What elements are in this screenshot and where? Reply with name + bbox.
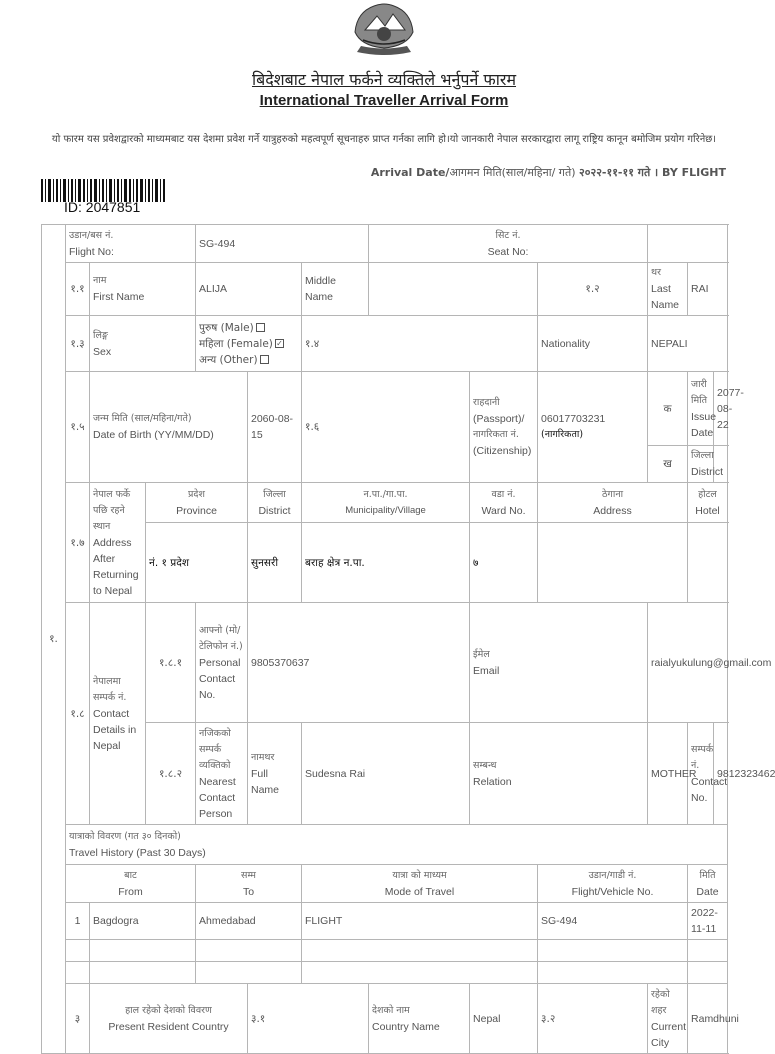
travel-mode: FLIGHT <box>302 903 538 940</box>
form-id: ID: 2047851 <box>64 199 141 215</box>
dob-label: जन्म मिति (साल/महिना/गते) Date of Birth (YY/MM/DD) <box>90 372 248 483</box>
province-header: प्रदेश Province <box>146 483 248 523</box>
nationality-value: NEPALI <box>648 316 728 372</box>
sex-options: पुरुष (Male) महिला (Female) ✓ अन्य (Other) <box>196 316 302 372</box>
from-header: बाट From <box>66 865 196 903</box>
issue-date-value: 2077-08-22 <box>714 372 728 446</box>
seat-no-label: सिट नं. Seat No: <box>369 225 648 263</box>
passport-value: 06017703231 (नागरिकता) <box>538 372 648 483</box>
nearest-name-value: Sudesna Rai <box>302 723 470 825</box>
travel-to: Ahmedabad <box>196 903 302 940</box>
district-header: जिल्ला District <box>248 483 302 523</box>
relation-value: MOTHER <box>648 723 688 825</box>
passport-label: राहदानी (Passport)/ नागरिकता नं. (Citizenship) <box>470 372 538 483</box>
flight-no-label: उडान/बस नं. Flight No: <box>66 225 196 263</box>
table-row <box>42 903 728 940</box>
city-value: Ramdhuni <box>688 984 728 1054</box>
table-row <box>42 940 728 962</box>
section-1-number: १. <box>42 225 66 1054</box>
table-row <box>42 962 728 984</box>
sex-label: लिङ्ग Sex <box>90 316 196 372</box>
issue-district-label: जिल्ला District <box>688 446 714 483</box>
issue-date-label: जारी मिति Issue Date <box>688 372 714 446</box>
address-value <box>538 523 688 603</box>
country-name-label: देशको नाम Country Name <box>369 984 470 1054</box>
num-1-8: १.८ <box>66 603 90 825</box>
num-1-5: १.५ <box>66 372 90 483</box>
personal-contact-label: आफ्नो (मो/ टेलिफोन नं.) Personal Contact No. <box>196 603 248 723</box>
hotel-value <box>688 523 728 603</box>
num-1-7: १.७ <box>66 483 90 603</box>
nearest-contact-label: नजिकको सम्पर्क व्यक्तिको Nearest Contact Person <box>196 723 248 825</box>
dob-value: 2060-08-15 <box>248 372 302 483</box>
num-1-8-1: १.८.१ <box>146 603 196 723</box>
male-checkbox[interactable] <box>256 323 265 332</box>
num-1-8-2: १.८.२ <box>146 723 196 825</box>
full-name-label: नामथर Full Name <box>248 723 302 825</box>
travel-sn: 1 <box>66 903 90 940</box>
municipality-value: बराह क्षेत्र न.पा. <box>302 523 470 603</box>
num-1-6: १.६ <box>302 372 470 483</box>
num-3-2: ३.२ <box>538 984 648 1054</box>
travel-date: 2022-11-11 <box>688 903 728 940</box>
contact-details-label: नेपालमा सम्पर्क नं. Contact Details in Nepal <box>90 603 146 825</box>
nepal-emblem <box>349 2 419 56</box>
mode-header: यात्रा को माध्यम Mode of Travel <box>302 865 538 903</box>
ward-header: वडा नं. Ward No. <box>470 483 538 523</box>
email-label: ईमेल Email <box>470 603 648 723</box>
sub-kha: ख <box>648 446 688 483</box>
date-header: मिति Date <box>688 865 728 903</box>
sub-ka: क <box>648 372 688 446</box>
municipality-header: न.पा./गा.पा. Municipality/Village <box>302 483 470 523</box>
middle-name-label: Middle Name <box>302 263 369 316</box>
seat-no-value <box>648 225 728 263</box>
contact-no-label: सम्पर्क नं. Contact No. <box>688 723 714 825</box>
province-value: नं. १ प्रदेश <box>146 523 248 603</box>
district-value: सुनसरी <box>248 523 302 603</box>
address-header: ठेगाना Address <box>538 483 688 523</box>
relation-label: सम्बन्ध Relation <box>470 723 648 825</box>
other-checkbox[interactable] <box>260 355 269 364</box>
num-1-4: १.४ <box>302 316 538 372</box>
first-name-label: नाम First Name <box>90 263 196 316</box>
nationality-label: Nationality <box>538 316 648 372</box>
form-title-english: International Traveller Arrival Form <box>259 92 509 109</box>
form-intro: यो फारम यस प्रवेशद्वारको माध्यमबाट यस देशमा प्रवेश गर्ने यात्रुहरुको महत्वपूर्ण सूचनाहरु प्राप्त गर्नका लागि हो।यो जानकारी नेपाल सरकारद्वारा लागू राष्ट्रिय कानून बमोजिम प्रयोग गरिनेछ। <box>51 134 717 145</box>
arrival-form-table <box>41 224 775 1054</box>
travel-from: Bagdogra <box>90 903 196 940</box>
num-3-1: ३.१ <box>248 984 369 1054</box>
country-value: Nepal <box>470 984 538 1054</box>
female-checkbox[interactable]: ✓ <box>276 339 283 348</box>
arrival-date: Arrival Date/आगमन मिति(साल/महिना/ गते) २०२२-११-११ गते । BY FLIGHT <box>370 166 726 179</box>
ward-value: ७ <box>470 523 538 603</box>
travel-history-title: यात्राको विवरण (गत ३० दिनको) Travel History (Past 30 Days) <box>66 825 728 865</box>
flight-no-value: SG-494 <box>196 225 369 263</box>
address-after-label: नेपाल फर्के पछि रहने स्थान Address After Returning to Nepal <box>90 483 146 603</box>
current-city-label: रहेको शहर Current City <box>648 984 688 1054</box>
to-header: सम्म To <box>196 865 302 903</box>
last-name-value: RAI <box>688 263 728 316</box>
last-name-label: थर Last Name <box>648 263 688 316</box>
num-1-3: १.३ <box>66 316 90 372</box>
section-3-number: ३ <box>66 984 90 1054</box>
hotel-header: होटल Hotel <box>688 483 728 523</box>
num-1-2: १.२ <box>538 263 648 316</box>
present-resident-label: हाल रहेको देशको विवरण Present Resident Country <box>90 984 248 1054</box>
first-name-value: ALIJA <box>196 263 302 316</box>
middle-name-value <box>369 263 538 316</box>
personal-contact-value: 9805370637 <box>248 603 470 723</box>
email-value: raialyukulung@gmail.com <box>648 603 728 723</box>
form-title-nepali: बिदेशबाट नेपाल फर्कने व्यक्तिले भर्नुपर्ने फारम <box>251 70 517 89</box>
travel-vehicle: SG-494 <box>538 903 688 940</box>
num-1-1: १.१ <box>66 263 90 316</box>
vehicle-header: उडान/गाडी नं. Flight/Vehicle No. <box>538 865 688 903</box>
nearest-contact-value: 9812323462 <box>714 723 728 825</box>
